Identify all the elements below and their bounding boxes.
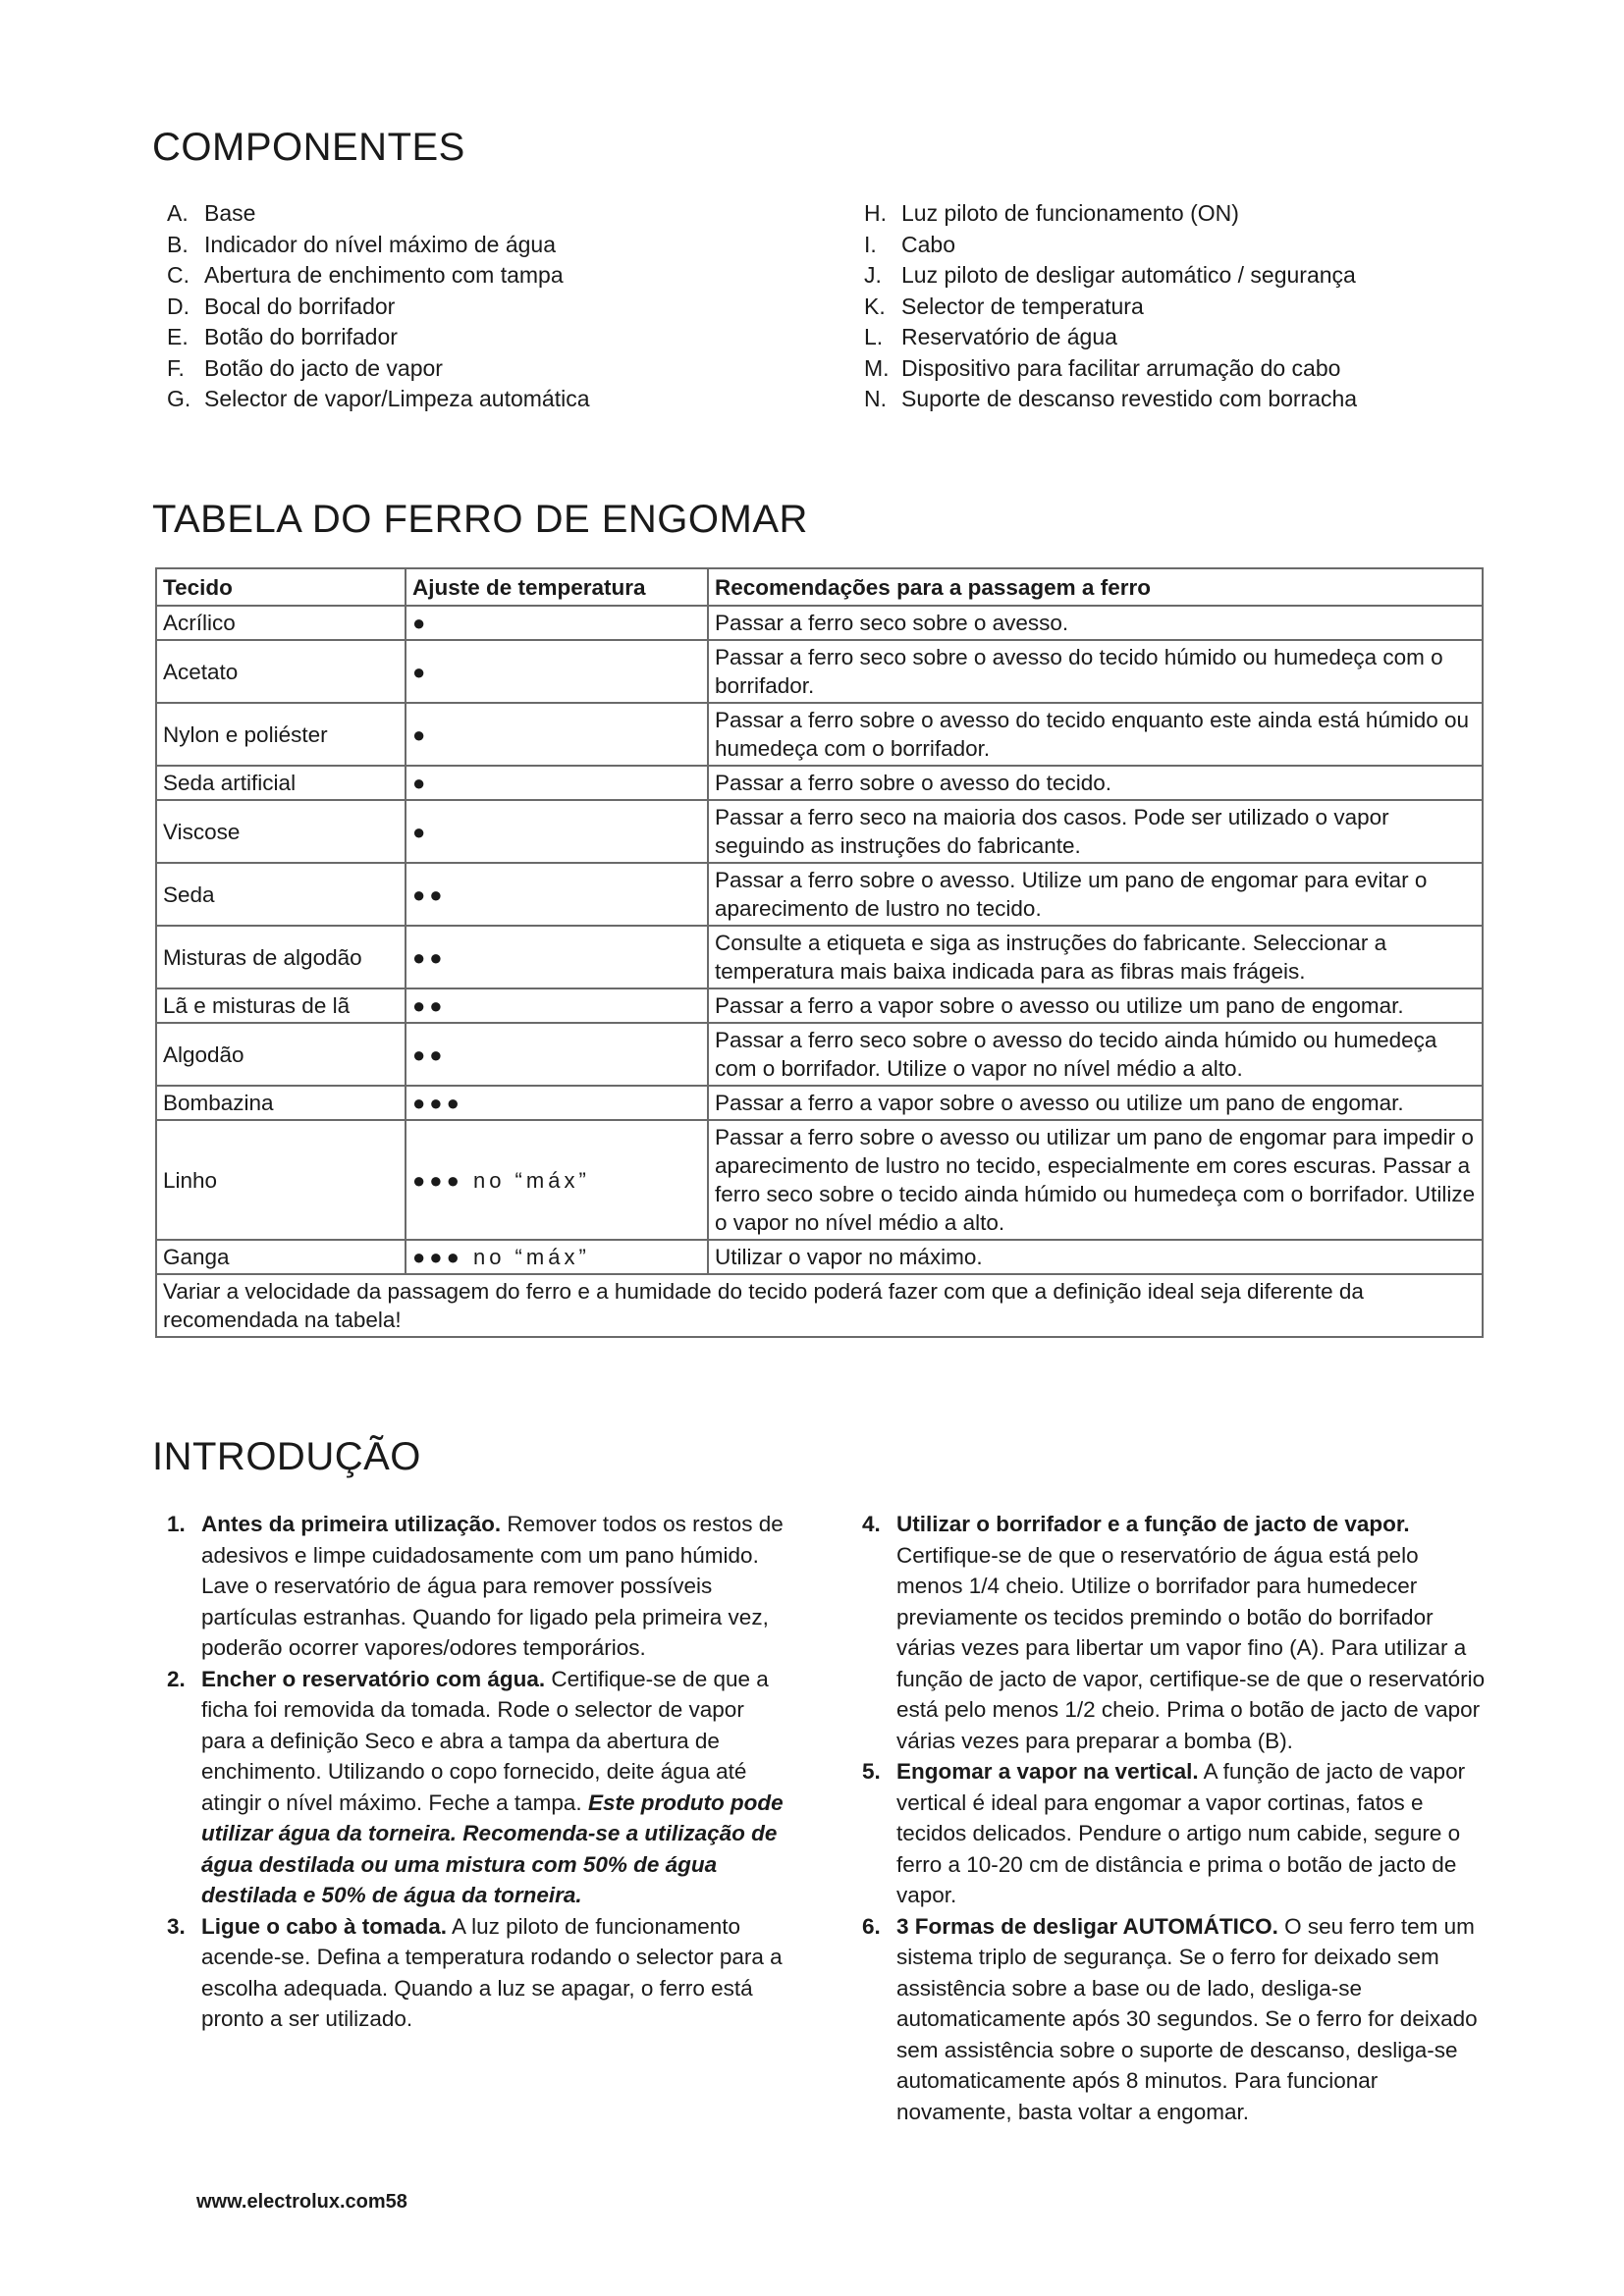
components-list-right xyxy=(864,198,1357,415)
component-item: H. Luz piloto de funcionamento (ON) xyxy=(864,200,1239,226)
table-footnote-row xyxy=(156,1274,1483,1337)
component-item: I. Cabo xyxy=(864,231,955,257)
table-row: Viscose ● Passar a ferro seco na maioria dos casos. Pode ser utilizado o vapor seguindo as instruções do fabricante. xyxy=(156,800,1483,863)
component-item: J. Luz piloto de desligar automático / segurança xyxy=(864,262,1356,288)
component-item: F. Botão do jacto de vapor xyxy=(167,354,443,381)
footer-url-page-number: www.electrolux.com58 xyxy=(196,2191,407,2213)
table-row: Seda ●● Passar a ferro sobre o avesso. Utilize um pano de engomar para evitar o aparecimento de lustro no tecido. xyxy=(156,863,1483,926)
table-row: Linho ●●● no “máx” Passar a ferro sobre o avesso ou utilizar um pano de engomar para impedir o aparecimento de lustro no tecido, especialmente em cores escuras. Passar a ferro seco sobre o tecido ainda húmido ou humedeça com o borrifador. Utilize o vapor no nível médio a alto. xyxy=(156,1120,1483,1240)
header-temperature: Ajuste de temperatura xyxy=(406,568,708,606)
intro-item: 2. Encher o reservatório com água. Certifique-se de que a ficha foi removida da tomada. Rode o selector de vapor para a definição Seco e abra a tampa da abertura de enchimento. Utilizando o copo fornecido, deite água até atingir o nível máximo. Feche a tampa. Este produto pode utilizar água da torneira. Recomenda-se a utilização de água destilada ou uma mistura com 50% de água destilada e 50% de água da torneira. xyxy=(167,1666,784,1907)
component-item: G. Selector de vapor/Limpeza automática xyxy=(167,386,590,411)
intro-item: 4. Utilizar o borrifador e a função de jacto de vapor. Certifique-se de que o reservatório de água está pelo menos 1/4 cheio. Utilize o borrifador para humedecer previamente os tecidos premindo o botão do borrifador várias vezes para libertar um vapor fino (A). Para utilizar a função de jacto de vapor, certifique-se de que o reservatório está pelo menos 1/2 cheio. Prima o botão de jacto de vapor várias vezes para preparar a bomba (B). xyxy=(862,1512,1486,1753)
table-footnote: Variar a velocidade da passagem do ferro e a humidade do tecido poderá fazer com que a definição ideal seja diferente da recomendada na tabela! xyxy=(156,1274,1483,1337)
component-item: N. Suporte de descanso revestido com borracha xyxy=(864,386,1358,411)
component-item: C. Abertura de enchimento com tampa xyxy=(167,262,564,288)
ironing-table-title: TABELA DO FERRO DE ENGOMAR xyxy=(152,498,808,541)
intro-item: 3. Ligue o cabo à tomada. A luz piloto de funcionamento acende-se. Defina a temperatura rodando o selector para a escolha adequada. Quando a luz se apagar, o ferro está pronto a ser utilizado. xyxy=(167,1913,783,2031)
table-row: Lã e misturas de lã ●● Passar a ferro a vapor sobre o avesso ou utilize um pano de engomar. xyxy=(156,988,1483,1023)
intro-list-right xyxy=(862,1509,1487,2127)
component-item: D. Bocal do borrifador xyxy=(167,293,396,319)
component-item: L. Reservatório de água xyxy=(864,324,1117,349)
table-header-row xyxy=(156,568,1483,606)
components-list-left xyxy=(167,198,590,415)
component-item: E. Botão do borrifador xyxy=(167,324,398,349)
ironing-table xyxy=(155,567,1484,1338)
table-row: Acrílico ● Passar a ferro seco sobre o avesso. xyxy=(156,606,1483,640)
component-item: A. Base xyxy=(167,200,256,226)
table-row: Ganga ●●● no “máx” Utilizar o vapor no máximo. xyxy=(156,1240,1483,1274)
table-row: Nylon e poliéster ● Passar a ferro sobre o avesso do tecido enquanto este ainda está húmido ou humedeça com o borrifador. xyxy=(156,703,1483,766)
header-recommendations: Recomendações para a passagem a ferro xyxy=(708,568,1483,606)
intro-list-left xyxy=(167,1509,785,2035)
header-fabric: Tecido xyxy=(156,568,406,606)
component-item: M. Dispositivo para facilitar arrumação do cabo xyxy=(864,354,1341,381)
intro-title: INTRODUÇÃO xyxy=(152,1435,421,1478)
intro-item: 6. 3 Formas de desligar AUTOMÁTICO. O seu ferro tem um sistema triplo de segurança. Se o ferro for deixado sem assistência sobre a base ou de lado, desliga-se automaticamente após 30 segundos. Se o ferro for deixado sem assistência sobre o suporte de descanso, desliga-se automaticamente após 8 minutos. Para funcionar novamente, basta voltar a engomar. xyxy=(862,1913,1478,2124)
components-title: COMPONENTES xyxy=(152,126,465,169)
table-row: Acetato ● Passar a ferro seco sobre o avesso do tecido húmido ou humedeça com o borrifador. xyxy=(156,640,1483,703)
intro-item: 1. Antes da primeira utilização. Remover todos os restos de adesivos e limpe cuidadosamente com um pano húmido. Lave o reservatório de água para remover possíveis partículas estranhas. Quando for ligado pela primeira vez, poderão ocorrer vapores/odores temporários. xyxy=(167,1512,784,1660)
table-row: Misturas de algodão ●● Consulte a etiqueta e siga as instruções do fabricante. Seleccionar a temperatura mais baixa indicada para as fibras mais frágeis. xyxy=(156,926,1483,988)
component-item: K. Selector de temperatura xyxy=(864,293,1144,319)
intro-item: 5. Engomar a vapor na vertical. A função de jacto de vapor vertical é ideal para engomar a vapor cortinas, fatos e tecidos delicados. Pendure o artigo num cabide, segure o ferro a 10-20 cm de distância e prima o botão de jacto de vapor. xyxy=(862,1759,1466,1907)
water-note: Este produto pode utilizar água da torneira. Recomenda-se a utilização de água destilada ou uma mistura com 50% de água destilada e 50% de água da torneira. xyxy=(201,1789,784,1907)
table-row: Seda artificial ● Passar a ferro sobre o avesso do tecido. xyxy=(156,766,1483,800)
table-row: Bombazina ●●● Passar a ferro a vapor sobre o avesso ou utilize um pano de engomar. xyxy=(156,1086,1483,1120)
table-row: Algodão ●● Passar a ferro seco sobre o avesso do tecido ainda húmido ou humedeça com o borrifador. Utilize o vapor no nível médio a alto. xyxy=(156,1023,1483,1086)
component-item: B. Indicador do nível máximo de água xyxy=(167,231,556,257)
